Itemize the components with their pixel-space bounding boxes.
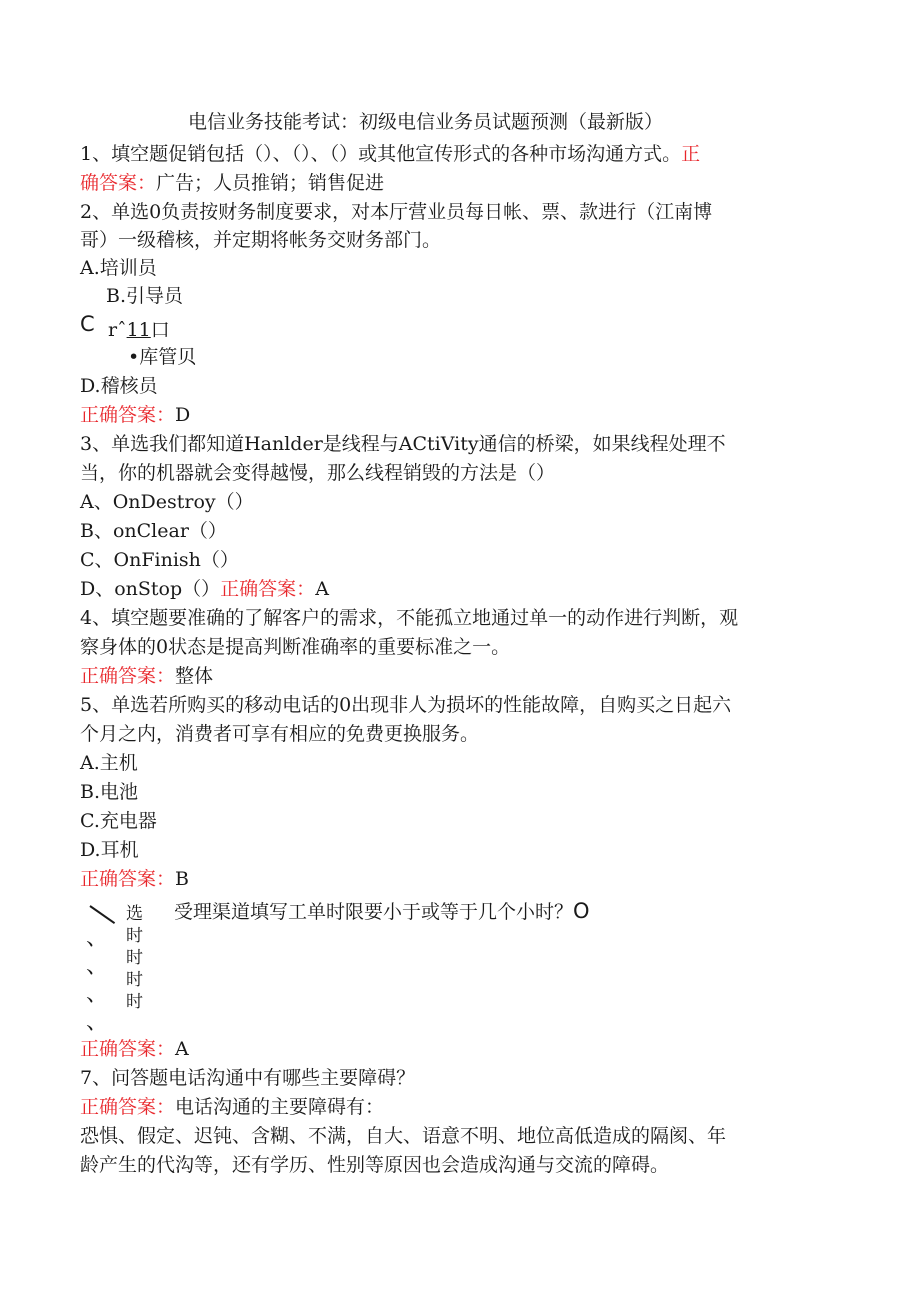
q3-question-line2: 当，你的机器就会变得越慢，那么线程销毁的方法是（） [80,462,556,484]
q4-answer-text: 整体 [175,665,214,687]
q6-question-text: 受理渠道填写工单时限要小于或等于几个小时？ [174,901,574,923]
q2-option-c-garble-3: 口 [150,319,170,341]
q6-answer [80,1037,189,1061]
q7-answer-line3: 龄产生的代沟等，还有学历、性别等原因也会造成沟通与交流的障碍。 [80,1154,670,1176]
q6-comma-4: 、 [86,1010,109,1035]
q6-answer-label: 正确答案： [80,1038,176,1060]
q3-option-c: C、OnFinish（） [80,549,239,571]
q2-option-c-garbled [108,318,170,342]
q4-question-line2: 察身体的0状态是提高判断准确率的重要标准之一。 [80,636,511,658]
q6-col-3: 时 [126,948,143,968]
q3-question-line1: 3、单选我们都知道Hanlder是线程与ACtiVity通信的桥梁，如果线程处理不 [80,433,726,455]
q5-answer-label: 正确答案： [80,868,176,890]
q7-answer-text: 电话沟通的主要障碍有： [175,1096,385,1118]
q1-answer [80,171,384,195]
q1-question [80,142,700,166]
q3-option-d: D、onStop（） [80,578,221,600]
q2-option-d: D.稽核员 [80,375,158,397]
q2-option-c-text: •库管贝 [128,346,197,368]
q4-answer-label: 正确答案： [80,665,176,687]
q2-option-b: B.引导员 [106,285,184,307]
q1-answer-text: 广告；人员推销；销售促进 [156,172,385,194]
q7-answer-label: 正确答案： [80,1096,176,1118]
q2-answer [80,403,190,427]
q5-option-a: A.主机 [80,752,138,774]
q3-answer-label: 正确答案： [220,578,316,600]
q2-question-line1: 2、单选0负责按财务制度要求，对本厅营业员每日帐、票、款进行（江南博 [80,201,713,223]
q5-answer-text: B [175,868,189,890]
q2-answer-text: D [175,404,191,426]
page-title: 电信业务技能考试：初级电信业务员试题预测（最新版） [188,111,664,133]
q3-option-a: A、OnDestroy（） [80,491,254,513]
q6-comma-3: 、 [86,982,109,1007]
q1-answer-label: 确答案： [80,172,157,194]
q5-option-c: C.充电器 [80,810,157,832]
q4-answer [80,664,213,688]
q5-option-d: D.耳机 [80,839,139,861]
q4-question-line1: 4、填空题要准确的了解客户的需求，不能孤立地通过单一的动作进行判断，观 [80,607,739,629]
q3-option-b: B、onClear（） [80,520,227,542]
q6-col-5: 时 [126,992,143,1012]
q6-question-circle: O [573,899,590,923]
q5-question-line1: 5、单选若所购买的移动电话的0出现非人为损坏的性能故障，自购买之日起六 [80,694,732,716]
q5-question-line2: 个月之内，消费者可享有相应的免费更换服务。 [80,723,480,745]
q1-line1: 1、填空题促销包括（）、（）、（）或其他宣传形式的各种市场沟通方式。 [80,143,682,165]
q3-answer-text: A [315,578,329,600]
q5-answer [80,867,189,891]
q6-question [174,899,590,924]
q6-comma-2: 、 [86,954,109,979]
q6-col-1: 选 [126,904,143,924]
q7-answer [80,1095,384,1119]
q1-answer-label-start: 正 [681,143,701,165]
q2-option-a: A.培训员 [80,257,157,279]
q7-answer-line2: 恐惧、假定、迟钝、含糊、不满，自大、语意不明、地位高低造成的隔阂、年 [80,1125,727,1147]
q2-option-c-garble-2: 11 [126,319,151,341]
q2-option-c-garble-1: rˆ [108,319,127,341]
q5-option-b: B.电池 [80,781,139,803]
q6-slash-mark [89,905,115,924]
q6-col-4: 时 [126,970,143,990]
q6-comma-1: 、 [86,926,109,951]
q2-option-c-letter: C [80,312,95,336]
q3-option-d-and-answer [80,577,329,601]
q6-col-2: 时 [126,926,143,946]
q2-question-line2: 哥）一级稽核，并定期将帐务交财务部门。 [80,229,442,251]
q7-question: 7、问答题电话沟通中有哪些主要障碍？ [80,1067,416,1089]
q2-answer-label: 正确答案： [80,404,176,426]
q6-answer-text: A [175,1038,189,1060]
